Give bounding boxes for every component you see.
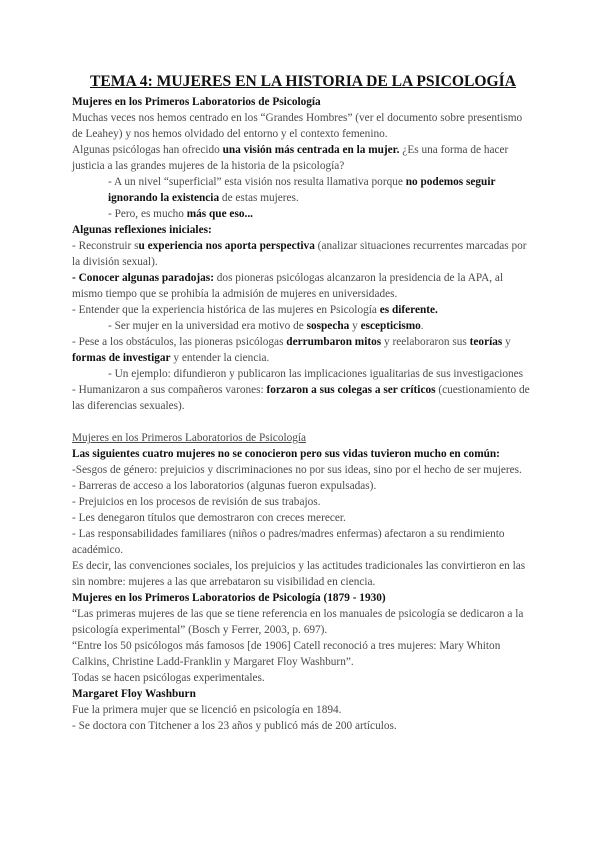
list-item-barreras: - Barreras de acceso a los laboratorios (algunas fueron expulsadas).	[72, 480, 377, 492]
bullet-mas-que-eso: - Pero, es mucho más que eso...	[108, 208, 253, 220]
section-heading-laboratorios: Mujeres en los Primeros Laboratorios de Psicología	[72, 96, 321, 108]
quote-bosch-ferrer: “Las primeras mujeres de las que se tiene referencia en los manuales de psicología se dedicaron a la psicología experimental” (Bosch y Ferrer, 2003, p. 697).	[72, 608, 524, 636]
document-page	[72, 71, 534, 734]
subheading-cuatro-mujeres: Las siguientes cuatro mujeres no se conocieron pero sus vidas tuvieron mucho en común:	[72, 448, 500, 460]
section-heading-reflexiones: Algunas reflexiones iniciales:	[72, 224, 212, 236]
document-title: TEMA 4: MUJERES EN LA HISTORIA DE LA PSICOLOGÍA	[89, 73, 517, 90]
list-item-prejuicios: - Prejuicios en los procesos de revisión de sus trabajos.	[72, 496, 321, 508]
section-heading-washburn: Margaret Floy Washburn	[72, 688, 196, 700]
bullet-humanizaron: - Humanizaron a sus compañeros varones: forzaron a sus colegas a ser críticos (cuestionamiento de las diferencias sexuales).	[72, 384, 530, 412]
paragraph-grandes-hombres: Muchas veces nos hemos centrado en los “Grandes Hombres” (ver el documento sobre presentismo de Leahey) y nos hemos olvidado del entorno y el contexto femenino.	[72, 112, 523, 140]
paragraph-sin-nombre: Es decir, las convenciones sociales, los prejuicios y las actitudes tradicionales las convirtieron en las sin nombre: mujeres a las que arrebataron su visibilidad en ciencia.	[72, 560, 526, 588]
bullet-reconstruir: - Reconstruir su experiencia nos aporta perspectiva (analizar situaciones recurrentes marcadas por la división sexual).	[72, 240, 527, 268]
bullet-obstaculos: - Pese a los obstáculos, las pioneras psicólogas derrumbaron mitos y reelaboraron sus teorías y formas de investigar y entender la ciencia.	[72, 336, 511, 364]
section-heading-laboratorios-2: Mujeres en los Primeros Laboratorios de Psicología	[72, 432, 307, 444]
bullet-nivel-superficial: - A un nivel “superficial” esta visión nos resulta llamativa porque no podemos seguir ignorando la existencia de estas mujeres.	[108, 176, 496, 204]
section-spacer	[72, 414, 534, 430]
paragraph-vision-mujer: Algunas psicólogas han ofrecido una visión más centrada en la mujer. ¿Es una forma de hacer justicia a las grandes mujeres de la historia de la psicología?	[72, 144, 509, 172]
section-heading-1879-1930: Mujeres en los Primeros Laboratorios de Psicología (1879 - 1930)	[72, 592, 386, 604]
bullet-experiencia-diferente: - Entender que la experiencia histórica de las mujeres en Psicología es diferente.	[72, 304, 438, 316]
list-item-sesgos: -Sesgos de género: prejuicios y discriminaciones no por sus ideas, sino por el hecho de ser mujeres.	[72, 464, 522, 476]
bullet-paradojas: - Conocer algunas paradojas: dos pioneras psicólogas alcanzaron la presidencia de la APA, al mismo tiempo que se prohibía la admisión de mujeres en universidades.	[72, 272, 504, 300]
paragraph-licencio: Fue la primera mujer que se licenció en psicología en 1894.	[72, 704, 342, 716]
list-item-titulos: - Les denegaron títulos que demostraron con creces merecer.	[72, 512, 346, 524]
bullet-ejemplo: - Un ejemplo: difundieron y publicaron las implicaciones igualitarias de sus investigaciones	[108, 368, 524, 380]
paragraph-psicologas-experimentales: Todas se hacen psicólogas experimentales.	[72, 672, 265, 684]
quote-catell: “Entre los 50 psicólogos más famosos [de 1906] Catell reconoció a tres mujeres: Mary Whiton Calkins, Christine Ladd-Franklin y Margaret Floy Washburn”.	[72, 640, 501, 668]
paragraph-titchener: - Se doctora con Titchener a los 23 años y publicó más de 200 artículos.	[72, 720, 397, 732]
list-item-responsabilidades: - Las responsabilidades familiares (niños o padres/madres enfermas) afectaron a su rendimiento académico.	[72, 528, 505, 556]
bullet-sospecha: - Ser mujer en la universidad era motivo de sospecha y escepticismo.	[108, 320, 424, 332]
